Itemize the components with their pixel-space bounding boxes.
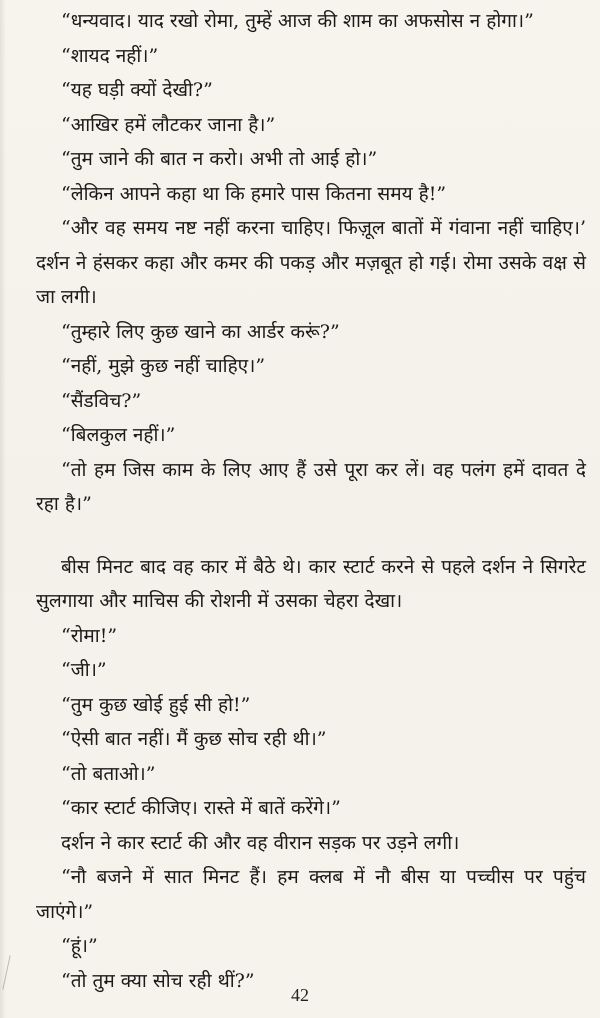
paragraph: “तुम्हारे लिए कुछ खाने का आर्डर करूं?” xyxy=(61,320,340,343)
page-number: 42 xyxy=(291,985,309,1005)
paragraph: “तुम जाने की बात न करो। अभी तो आई हो।” xyxy=(61,148,378,170)
paragraph: “तो हम जिस काम के लिए आए हैं उसे पूरा कर लें। वह पलंग हमें दावत दे रहा है।” xyxy=(36,458,586,515)
paragraph: “शायद नहीं।” xyxy=(61,44,159,67)
paragraph: दर्शन ने कार स्टार्ट की और वह वीरान सड़क पर उड़ने लगी। xyxy=(61,831,460,854)
paragraph: “लेकिन आपने कहा था कि हमारे पास कितना समय है!” xyxy=(61,182,447,205)
body-text xyxy=(36,4,586,998)
paragraph: “यह घड़ी क्यों देखी?” xyxy=(61,79,213,101)
paragraph: “हूं।” xyxy=(61,935,98,957)
paragraph: “ऐसी बात नहीं। मैं कुछ सोच रही थी।” xyxy=(61,728,327,750)
paragraph: “धन्यवाद। याद रखो रोमा, तुम्हें आज की शाम का अफसोस न होगा।” xyxy=(61,10,534,32)
section-break xyxy=(36,522,586,550)
paragraph: “तुम कुछ खोई हुई सी हो!” xyxy=(61,693,251,716)
paragraph: “रोमा!” xyxy=(61,624,118,647)
paragraph: “जी।” xyxy=(61,659,107,681)
paragraph: “नौ बजने में सात मिनट हैं। हम क्लब में नौ बीस या पच्चीस पर पहुंच जाएंगे।” xyxy=(36,866,586,923)
paragraph: बीस मिनट बाद वह कार में बैठे थे। कार स्टार्ट करने से पहले दर्शन ने सिगरेट सुलगाया और माचिस की रोशनी में उसका चेहरा देखा। xyxy=(36,555,586,612)
paragraph: “नहीं, मुझे कुछ नहीं चाहिए।” xyxy=(61,355,266,377)
page-gutter-shadow xyxy=(0,0,6,1018)
paragraph: “और वह समय नष्ट नहीं करना चाहिए। फिज़ूल बातों में गंवाना नहीं चाहिए।’ दर्शन ने हंसकर कहा और कमर की पकड़ और मज़बूत हो गई। रोमा उसके वक्ष से जा लगी। xyxy=(36,217,586,308)
paragraph: “तो तुम क्या सोच रही थीं?” xyxy=(61,969,255,992)
paragraph: “आखिर हमें लौटकर जाना है।” xyxy=(61,113,276,136)
paragraph: “तो बताओ।” xyxy=(61,762,156,785)
paragraph: “बिलकुल नहीं।” xyxy=(61,424,176,446)
paragraph: “सैंडविच?” xyxy=(61,389,142,412)
paragraph: “कार स्टार्ट कीजिए। रास्ते में बातें करेंगे।” xyxy=(61,797,341,819)
